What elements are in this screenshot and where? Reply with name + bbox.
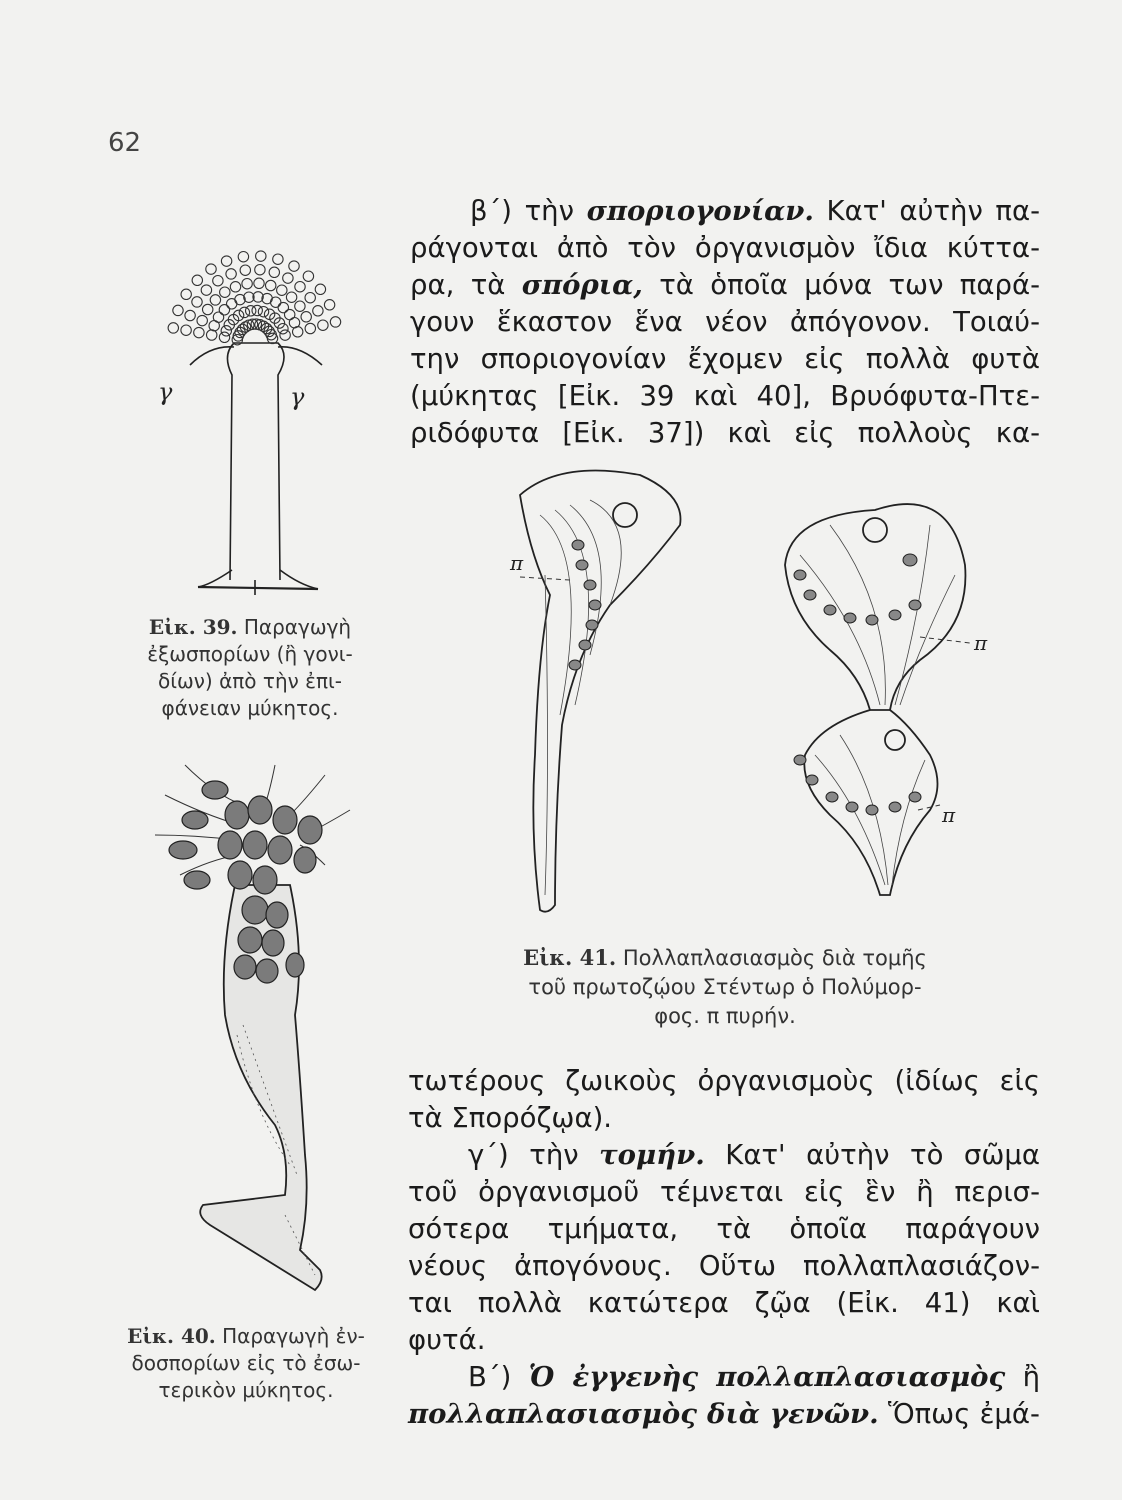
pi-label-right-upper: π — [974, 631, 988, 655]
top-paragraph — [410, 193, 1040, 452]
text-line: νέους ἀπογόνους. Οὕτω πολλαπλασιάζον- — [408, 1250, 1040, 1282]
figure-41-stentor — [500, 455, 1020, 935]
text-line: τοῦ ὀργανισμοῦ τέμνεται εἰς ἓν ἢ περισ- — [408, 1176, 1040, 1208]
text-line: (μύκητας [Εἰκ. 39 καὶ 40], Βρυόφυτα-Πτε- — [410, 380, 1040, 412]
pi-label-right-lower: π — [942, 803, 956, 827]
caption-figure-40: Εἰκ. 40. Παραγωγὴ ἐν- δοσπορίων εἰς τὸ ἐσω- τερικὸν μύκητος. — [127, 1324, 365, 1402]
figure-40-sporangium — [125, 735, 380, 1310]
pi-label-left: π — [510, 551, 524, 575]
page-number: 62 — [108, 128, 142, 158]
text-line: ται πολλὰ κατώτερα ζῷα (Εἰκ. 41) καὶ — [408, 1287, 1040, 1319]
text-line: ρα, τὰ σπόρια, τὰ ὁποῖα μόνα των παρά- — [410, 269, 1040, 301]
text-line: τωτέρους ζωικοὺς ὀργανισμοὺς (ἰδίως εἰς — [408, 1065, 1040, 1097]
text-line: πολλαπλασιασμὸς διὰ γενῶν. Ὅπως ἐμά- — [408, 1398, 1040, 1430]
caption-figure-41: Εἰκ. 41. Πολλαπλασιασμὸς διὰ τομῆς τοῦ πρωτοζῴου Στέντωρ ὁ Πολύμορ- φος. π πυρήν. — [523, 945, 927, 1028]
figure-39-conidiophore — [150, 225, 360, 600]
text-line: σότερα τμήματα, τὰ ὁποῖα παράγουν — [408, 1213, 1040, 1245]
bottom-paragraphs — [408, 1063, 1040, 1433]
text-line: την σποριογονίαν ἔχομεν εἰς πολλὰ φυτὰ — [410, 343, 1040, 375]
caption-figure-39: Εἰκ. 39. Παραγωγὴ ἐξωσπορίων (ἢ γονι- δίων) ἀπὸ τὴν ἐπι- φάνειαν μύκητος. — [147, 615, 353, 720]
gamma-label-left: γ — [158, 378, 173, 406]
text-line: ριδόφυτα [Εἰκ. 37]) καὶ εἰς πολλοὺς κα- — [410, 417, 1040, 449]
text-line: γ΄) τὴν τομήν. Κατ' αὐτὴν τὸ σῶμα — [468, 1139, 1040, 1171]
text-line: φυτά. — [408, 1324, 486, 1356]
text-line: β΄) τὴν σποριογονίαν. Κατ' αὐτὴν πα- — [470, 195, 1040, 227]
text-line: Β΄) Ὁ ἐγγενὴς πολλαπλασιασμὸς ἢ — [468, 1361, 1040, 1393]
gamma-label-right: γ — [290, 383, 305, 411]
text-line: τὰ Σπορόζῳα). — [408, 1102, 613, 1134]
text-line: γουν ἕκαστον ἕνα νέον ἀπόγονον. Τοιαύ- — [410, 306, 1040, 338]
text-line: ράγονται ἀπὸ τὸν ὀργανισμὸν ἴδια κύττα- — [410, 232, 1040, 264]
